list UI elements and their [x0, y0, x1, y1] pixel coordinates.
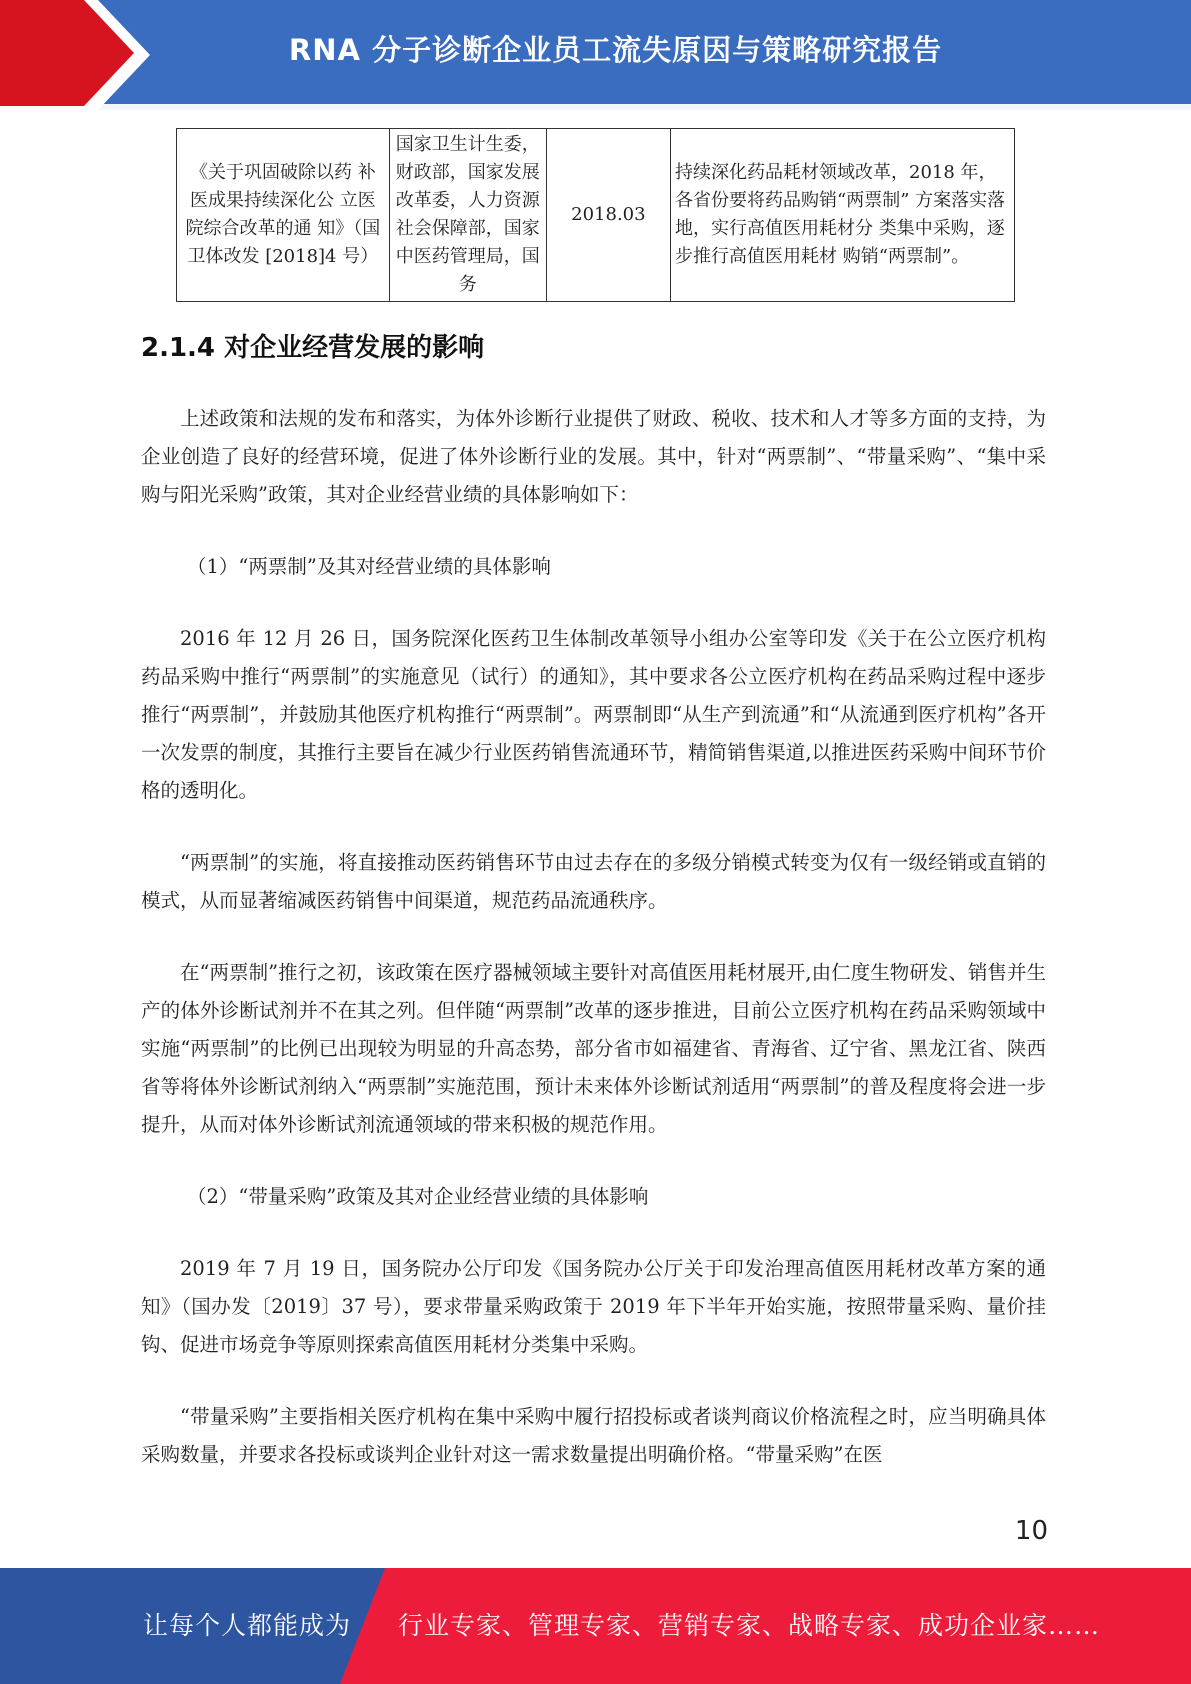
policy-issuer-cell: 国家卫生计生委，财政部，国家发展改革委，人力资源社会保障部，国家中医药管理局，国务: [389, 129, 546, 302]
table-row: [177, 129, 1015, 302]
paragraph-volume-procurement-policy: 2019 年 7 月 19 日，国务院办公厅印发《国务院办公厅关于印发治理高值医用耗材改革方案的通知》（国办发〔2019〕37 号），要求带量采购政策于 2019 年下半年开始实施，按照带量采购、量价挂钩、促进市场竞争等原则探索高值医用耗材分类集中采购。: [141, 1257, 1046, 1356]
paragraph-two-invoice-effect: “两票制”的实施，将直接推动医药销售环节由过去存在的多级分销模式转变为仅有一级经销或直销的模式，从而显著缩减医药销售中间渠道，规范药品流通秩序。: [141, 851, 1046, 912]
section-body: [141, 400, 1046, 1508]
policy-date-cell: 2018.03: [546, 129, 670, 302]
page-header: [0, 0, 1191, 110]
report-title: RNA 分子诊断企业员工流失原因与策略研究报告: [288, 33, 943, 67]
paragraph-intro: 上述政策和法规的发布和落实，为体外诊断行业提供了财政、税收、技术和人才等多方面的支持，为企业创造了良好的经营环境，促进了体外诊断行业的发展。其中，针对“两票制”、“带量采购”、“集中采购与阳光采购”政策，其对企业经营业绩的具体影响如下：: [141, 407, 1046, 506]
paragraph-two-invoice-progress: 在“两票制”推行之初，该政策在医疗器械领域主要针对高值医用耗材展开,由仁度生物研发、销售并生产的体外诊断试剂并不在其之列。但伴随“两票制”改革的逐步推进，目前公立医疗机构在药品采购领域中实施“两票制”的比例已出现较为明显的升高态势，部分省市如福建省、青海省、辽宁省、黑龙江省、陕西省等将体外诊断试剂纳入“两票制”实施范围，预计未来体外诊断试剂适用“两票制”的普及程度将会进一步提升，从而对体外诊断试剂流通领域的带来积极的规范作用。: [141, 961, 1046, 1136]
page-footer: [0, 1568, 1191, 1684]
page-number: 10: [1014, 1516, 1048, 1546]
policy-table: [176, 128, 1015, 302]
policy-content-cell: 持续深化药品耗材领域改革，2018 年，各省份要将药品购销“两票制” 方案落实落地，实行高值医用耗材分 类集中采购，逐步推行高值医用耗材 购销“两票制”。: [671, 129, 1015, 302]
paragraph-two-invoice-policy: 2016 年 12 月 26 日，国务院深化医药卫生体制改革领导小组办公室等印发《关于在公立医疗机构药品采购中推行“两票制”的实施意见（试行）的通知》，其中要求各公立医疗机构在药品采购过程中逐步推行“两票制”，并鼓励其他医疗机构推行“两票制”。两票制即“从生产到流通”和“从流通到医疗机构”各开一次发票的制度，其推行主要旨在减少行业医药销售流通环节，精简销售渠道,以推进医药采购中间环节价格的透明化。: [141, 627, 1046, 802]
subheading-two-invoice: （1）“两票制”及其对经营业绩的具体影响: [187, 555, 551, 578]
policy-document-cell: 《关于巩固破除以药 补医成果持续深化公 立医院综合改革的通 知》（国卫体改发 [2018]4 号）: [177, 129, 390, 302]
header-bottom-line: [0, 104, 1191, 110]
section-heading: 2.1.4 对企业经营发展的影响: [141, 333, 485, 363]
subheading-volume-procurement: （2）“带量采购”政策及其对企业经营业绩的具体影响: [187, 1185, 649, 1208]
footer-slogan-left: 让每个人都能成为: [143, 1611, 352, 1640]
footer-slogan-right: 行业专家、管理专家、营销专家、战略专家、成功企业家……: [398, 1611, 1101, 1640]
paragraph-volume-procurement-definition: “带量采购”主要指相关医疗机构在集中采购中履行招投标或者谈判商议价格流程之时，应当明确具体采购数量，并要求各投标或谈判企业针对这一需求数量提出明确价格。“带量采购”在医: [141, 1405, 1046, 1466]
